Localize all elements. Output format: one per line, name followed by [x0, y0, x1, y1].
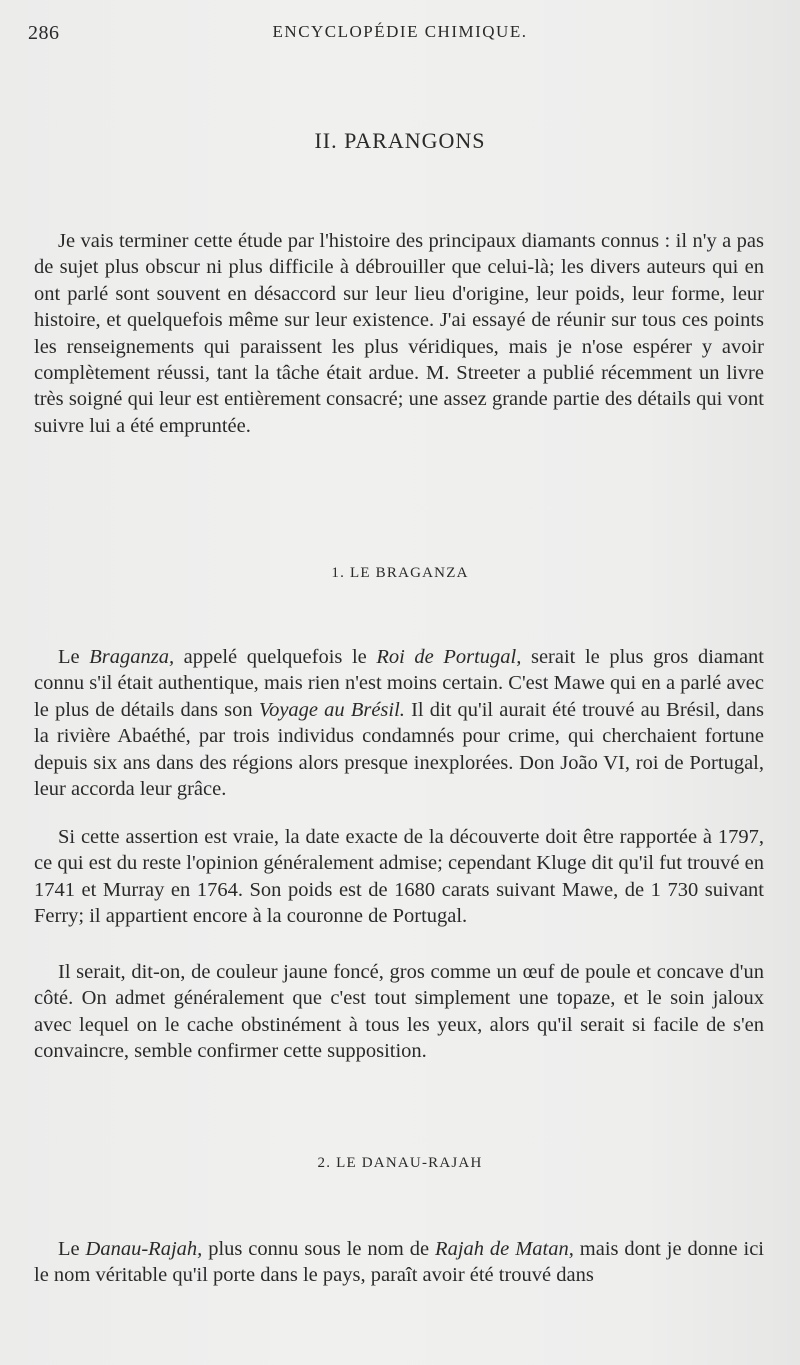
diamond-name: Danau-Rajah, — [85, 1238, 203, 1260]
braganza-paragraph-3: Il serait, dit-on, de couleur jaune foncé, gros comme un œuf de poule et concave d'un côté. On admet généralement que c'est tout simplement une topaze, et le soin jaloux avec lequel on le cache obstinément à tous les yeux, alors qu'il serait si facile de s'en convaincre, semble confirmer cette supposition. — [34, 961, 764, 1063]
text-run: plus connu sous le nom de — [202, 1238, 436, 1260]
diamond-title: Roi de Portugal, — [376, 646, 522, 668]
page-header — [28, 18, 772, 46]
section-title: II. PARANGONS — [314, 128, 486, 153]
text-run: mais dont je donne ici le nom véritable qu'il porte dans le pays, paraît avoir été trouvé dans — [34, 1238, 765, 1287]
braganza-paragraph-2: Si cette assertion est vraie, la date exacte de la découverte doit être rapportée à 1797, ce qui est du reste l'opinion généralement admise; cependant Kluge dit qu'il fut trouvé en 1741 et Murray en 1764. Son poids est de 1680 carats suivant Mawe, de 1 730 suivant Ferry; il appartient encore à la couronne de Portugal. — [34, 826, 764, 928]
intro-paragraph: Je vais terminer cette étude par l'histoire des principaux diamants connus : il n'y a pas de sujet plus obscur ni plus difficile à débrouiller que celui-là; les divers auteurs qui en ont parlé sont souvent en désaccord sur leur lieu d'origine, leur poids, leur forme, leur histoire, et quelquefois même sur leur existence. J'ai essayé de réunir sur tous ces points les renseignements qui paraissent les plus véridiques, mais je n'ose espérer y avoir complètement réussi, tant la tâche était ardue. M. Streeter a publié récemment un livre très soigné qui leur est entièrement consacré; une assez grande partie des détails qui vont suivre lui a été empruntée. — [34, 230, 764, 437]
book-title: Voyage au Brésil. — [258, 698, 405, 721]
text-run: Le — [58, 646, 90, 668]
braganza-paragraph-1 — [34, 644, 764, 802]
subsection-heading-braganza: 1. LE BRAGANZA — [331, 565, 469, 581]
text-run: appelé quelquefois le — [174, 646, 377, 668]
diamond-name: Braganza, — [89, 646, 175, 668]
page-number: 286 — [28, 22, 60, 44]
running-title: ENCYCLOPÉDIE CHIMIQUE. — [272, 22, 528, 41]
diamond-alt-name: Rajah de Matan, — [435, 1238, 574, 1260]
text-run: Le — [58, 1238, 86, 1260]
subsection-heading-danau-rajah: 2. LE DANAU-RAJAH — [317, 1155, 483, 1171]
text-run: Il dit qu'il aurait été trouvé au Brésil, dans la rivière Abaéthé, par trois individus condamnés pour crime, qui cherchaient fortune depuis six ans dans des régions alors presque inexplorées. Don João VI, roi de Portugal, leur accorda leur grâce. — [34, 698, 764, 801]
danau-rajah-paragraph-1 — [34, 1236, 764, 1289]
text-run: serait le plus gros diamant connu s'il était authentique, mais rien n'est moins certain. C'est Mawe qui en a parlé avec le plus de détails dans son — [34, 646, 765, 721]
